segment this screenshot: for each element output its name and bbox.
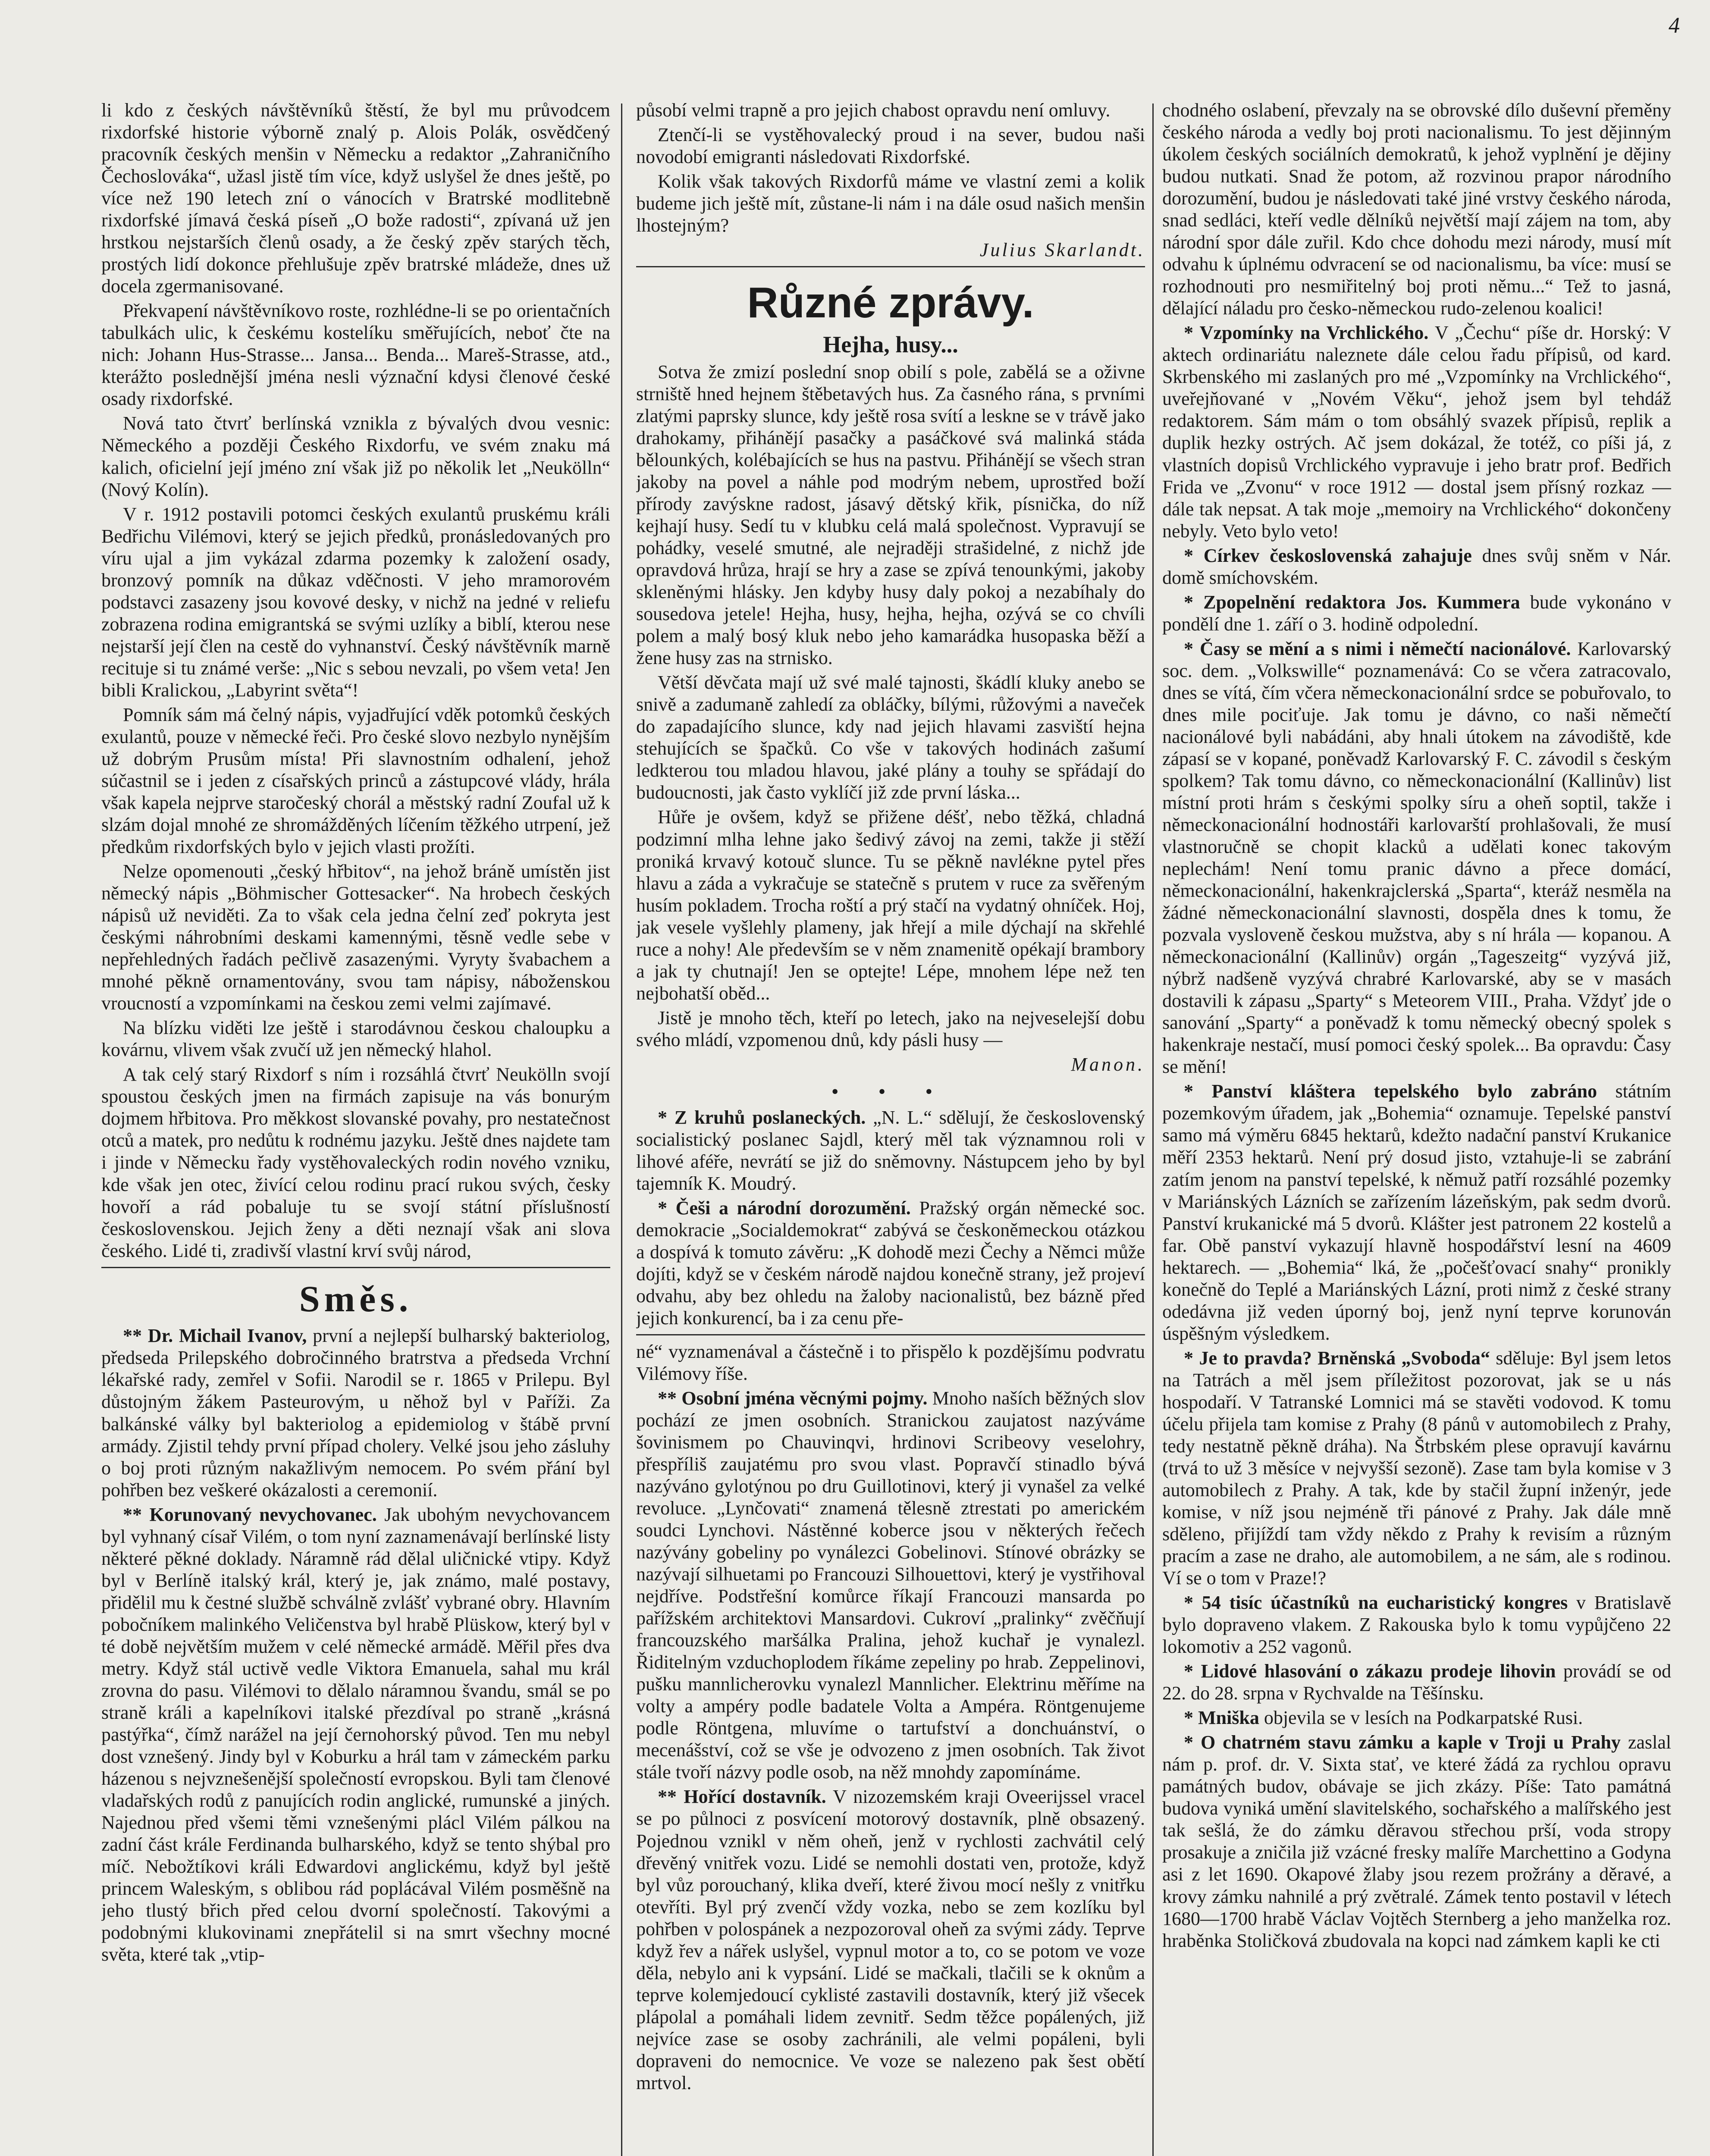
news-item: [101, 1325, 610, 1501]
news-item-body: provádí se od 22. do 28. srpna v Rychvalde na Těšínsku.: [1162, 1661, 1671, 1704]
news-item-body: Karlovarský soc. dem. „Volkswille“ poznamenává: Co se včera zatracovalo, dnes se vítá, čím včera německonacionální srdce se pobuřovalo, to dnes mile pociťuje. Jak tomu je dávno, co naši němečtí nacionálové byli nabádáni, aby hnali útokem na závodiště, kde zápasí se v kopané, poněvadž Karlovarský F. C. závodil s českým spolkem? Tak tomu dávno, co německonacionální (Kallinův) list místní proti hrám s českými spolky síru a oheň soptil, takže i německonacionální hodnostáři karlovarští prohlašovali, že musí vlastnoručně se chopit klacků a udělati konec takovým neplechám! Není tomu pranic dávno a přece domácí, německonacionální, hakenkrajclerská „Sparta“, kteráž nesměla na žádné německonacionální slavnosti, dospěla dnes k tomu, že pozvala vysloveně českou mužstva, aby s ní hrála — kopanou. A německonacionální (Kallinův) orgán „Tageszeitg“ vyzývá již, nýbrž nadšeně vyzývá chrabré Karlovarské, aby se v masách dostavili k zápasu „Sparty“ s Meteorem VIII., Praha. Vždyť jde o sanování „Sparty“ a poněvadž k tomu německý obecný spolek s hakenkraje nestačí, musí pomoci český spolek... Ba opravdu: Časy se mění!: [1162, 638, 1671, 1078]
page-number: 4: [1669, 13, 1680, 38]
news-item: [1162, 1347, 1671, 1589]
news-item: [636, 1786, 1145, 2093]
news-item-title: ** Hořící dostavník.: [658, 1786, 826, 1808]
news-item-body: V nizozemském kraji Oveerijssel vracel se po půlnoci z posvícení motorový dostavník, plně obsazený. Pojednou vznikl v něm oheň, jenž v rychlosti zachvátil celý dřevěný vnitřek vozu. Lidé se nemohli dostati ven, protože, když byl vůz porouchaný, klika dveří, které živou mocí nešly z vnitřku otevříti. Byl prý zvenčí vždy vozka, nebo se zem kozlíku byl pohřben v polospánek a nezpozoroval oheň za svými zády. Teprve když řev a nářek uslyšel, vypnul motor a to, co se potom ve voze děla, nebylo ani k vypsání. Lidé se mačkali, tlačili se k oknům a teprve kolemjedoucí cyklisté zastavili dostavník, který již všecek plápolal a pomáhali lidem zevnitř. Sedm těžce popálených, již nejvíce zase se osoby zachránili, ale velmi popáleni, byli dopraveni do nemocnice. Ve voze se nalezeno pak šest obětí mrtvol.: [636, 1786, 1145, 2093]
news-item-title: ** Dr. Michail Ivanov,: [123, 1325, 307, 1347]
news-item-title: * Lidové hlasování o zákazu prodeje lihovin: [1184, 1661, 1556, 1682]
news-item-title: * Mniška: [1184, 1707, 1259, 1729]
news-item-title: ** Korunovaný nevychovanec.: [123, 1504, 377, 1525]
news-item-body: bude vykonáno v pondělí dne 1. září o 3. hodině odpolední.: [1162, 591, 1671, 635]
news-item-title: * Češi a národní dorozumění.: [658, 1197, 911, 1219]
news-item: [1162, 1592, 1671, 1658]
news-item-title: * Je to pravda? Brněnská „Svoboda“: [1184, 1347, 1490, 1369]
news-item-body: dnes svůj sněm v Nár. domě smíchovském.: [1162, 545, 1671, 588]
news-item: [636, 1387, 1145, 1783]
article-paragraph: Ztenčí-li se vystěhovalecký proud i na sever, budou naši novodobí emigranti následovati Rixdorfské.: [636, 124, 1145, 168]
author-signature: Manon.: [1071, 1053, 1145, 1075]
news-item-body: objevila se v lesích na Podkarpatské Rusi.: [1259, 1707, 1583, 1729]
column-rule: [621, 103, 622, 2156]
article-paragraph: A tak celý starý Rixdorf s ním i rozsáhlá čtvrť Neukölln svojí spoustou českých jmen na firmách zapisuje na vás bonurým dojmem hřbitova. Pro měkkost slovanské povahy, pro nestatečnost otců a matek, pro nedůtu k rodnému jazyku. Ještě dnes najdete tam i jinde v Německu řady vystěhovaleckých rodin nového vzniku, kde však jen otec, živící celou rodinu prací rukou svých, česky hovoří a rád pobaluje tu se svojí státní příslušností československou. Jejich ženy a děti neznají však ani slova českého. Lidé ti, zradivší vlastní krví svůj národ,: [101, 1064, 610, 1261]
article-paragraph: li kdo z českých návštěvníků štěstí, že byl mu průvodcem rixdorfské historie výborně znalý p. Alois Polák, osvědčený pracovník českých menšin v Německu a redaktor „Zahraničního Čechoslováka“, užasl jistě tím více, když uslyšel že dnes ještě, po více než 190 letech zní o vánocích v Bratrské modlitebně rixdorfské jímavá česká píseň „O bože radosti“, zpívaná už jen hrstkou nejstarších členů osady, a že český zpěv starých těch, prostých lidí dokonce přehlušuje zpěv bratrské mládeže, dnes už docela zgermanisované.: [101, 100, 610, 297]
news-item: [1162, 1660, 1671, 1704]
news-item: [1162, 322, 1671, 542]
news-item-title: * 54 tisíc účastníků na eucharistický kongres: [1184, 1592, 1568, 1614]
column-right: [1162, 99, 1671, 2156]
article-paragraph: Nová tato čtvrť berlínská vznikla z bývalých dvou vesnic: Německého a později Českého Rixdorfu, ve svém znaku má kalich, oficielní její jméno zní však již po několik let „Neukölln“ (Nový Kolín).: [101, 413, 610, 500]
article-paragraph: Pomník sám má čelný nápis, vyjadřující vděk potomků českých exulantů, pouze v německé řeči. Pro české slovo nezbylo nynějším už dobrým Prusům místa! Při slavnostním odhalení, jehož súčastnil se i jeden z císařských princů a zástupcové vlády, hrála však kapela nejprve staročeský chorál a městský radní Zoufal už k slzám dojal mnohé ze shromážděných líčením těžkého utrpení, jež předkům rixdorfských bylo v jejich vlasti prožíti.: [101, 704, 610, 858]
article-paragraph: Jistě je mnoho těch, kteří po letech, jako na nejveselejší dobu svého mládí, vzpomenou dnů, kdy pásli husy —: [636, 1007, 1145, 1050]
section-title: Směs.: [299, 1278, 413, 1319]
news-item-title: * Vzpomínky na Vrchlického.: [1184, 322, 1429, 344]
column-rule: [1152, 103, 1154, 2156]
news-item-title: ** Osobní jména věcnými pojmy.: [658, 1387, 928, 1409]
news-item-body: zaslal nám p. prof. dr. V. Sixta stať, ve které žádá za rychlou opravu památných budov, obávaje se jich zkázy. Píše: Tato památná budova vyniká umění slavitelského, sochařského a malířského jest tak sešlá, že do zámku děravou střechou prší, voda stropy prosakuje a zničila již vzácné fresky malíře Marchettino a Godyna asi z let 1690. Okapové žlaby jsou rezem prožrány a děravé, a krovy zámku nahnilé a prý zvětralé. Zámek tento postavil v létech 1680—1700 hrabě Václav Vojtěch Sternberg a jeho manželka roz. hraběnka Stoličková zbudovala na kopci nad zámkem kapli ke cti: [1162, 1732, 1671, 1951]
column-middle: [636, 99, 1145, 2156]
news-item-body: první a nejlepší bulharský bakteriolog, předseda Prilepského dobročinného bratrstva a předseda Vrchní lékařské rady, zemřel v Sofii. Narodil se r. 1865 v Prilepu. Byl důstojným žákem Pasteurovým, u něhož byl v Paříži. Za balkánské války byl bakteriolog a epidemiolog v štábě první armády. Zjistil tehdy první případ cholery. Velké jsou jeho zásluhy o boj proti různým nakažlivým nemocem. Po svém přání byl pohřben bez veškeré okázalosti a ceremonií.: [101, 1325, 610, 1501]
news-item: [636, 1106, 1145, 1194]
article-subhead: Hejha, husy...: [823, 332, 958, 358]
news-item: [1162, 545, 1671, 589]
article-paragraph: Na blízku viděti lze ještě i starodávnou českou chaloupku a kovárnu, vlivem však zvučí už jen německý hlahol.: [101, 1017, 610, 1061]
article-paragraph: Kolik však takových Rixdorfů máme ve vlastní zemi a kolik budeme jich ještě mít, zůstane-li nám i na dále osud našich menšin lhostejným?: [636, 171, 1145, 236]
article-paragraph: Nelze opomenouti „český hřbitov“, na jehož bráně umístěn jist německý nápis „Böhmischer Gottesacker“. Na hrobech českých nápisů už neviděti. Za to však cela jedna čelní zeď pokryta jest českými náhrobními deskami kamennými, těsně vedle sebe v nepřehledných řadách pečlivě zasazenými. Vyryty švabachem a mnohé pěkně ornamentovány, svou tam nápisy, náboženskou vroucností a vzpomínkami na českou zemi velmi zajímavé.: [101, 861, 610, 1014]
news-item-body: Mnoho naších běžných slov pochází ze jmen osobních. Stranickou zaujatost nazýváme šovinismem po Chauvinqvi, hrdinovi Scribeovy veselohry, přespříliš zaujatému pro svou vlast. Popravčí stinadlo bývá nazýváno gylotýnou po dru Guillotinovi, který ji vynašel za velké revoluce. „Lynčovati“ znamená tělesně ztrestati po americkém soudci Lynchovi. Nástěnné koberce jsou v některých řečech nazývány gobeliny po vynálezci Gobelinovi. Stínové obrázky se nazývají silhuetami po Francouzi Silhouettovi, který je vystřihoval nejdříve. Podstřešní komůrce říkají Francouzi mansarda po pařížském architektovi Mansardovi. Cukroví „pralinky“ zvěčňují francouzského maršálka Pralina, jehož kuchař je vynalezl. Řiditelným vzduchoplodem říkáme zepeliny po hrab. Zeppelinovi, pušku mannlicherovku vynalezl Mannlicher. Elektrinu měříme na volty a ampéry podle badatele Volta a Ampéra. Röntgenujeme podle Röntgena, mluvíme o tartufství a donchuánství, o mecenášství, což se vše je odvozeno z jmen osobních. Tak život stále tvoří názvy podle osob, na něž mnohdy zapomínáme.: [636, 1387, 1145, 1783]
news-item: [1162, 591, 1671, 635]
article-paragraph: Překvapení návštěvníkovo roste, rozhlédne-li se po orientačních tabulkách ulic, k českému kostelíku směřujících, neboť čte na nich: Johann Hus-Strasse... Jansa... Benda... Mareš-Strasse, atd., kterážto poslednější jména nesli význační kdysi členové české osady rixdorfské.: [101, 300, 610, 410]
author-signature: Julius Skarlandt.: [979, 239, 1145, 261]
section-divider: [636, 266, 1145, 267]
news-item-body: V „Čechu“ píše dr. Horský: V aktech ordinariátu naleznete dále celou řadu přípisů, od kard. Skrbenského mi zaslaných pro mé „Vzpomínky na Vrchlického“, uveřejňované v „Novém Věku“, jehož jsem byl tehdáž redaktorem. Sám mám o tom obsáhlý svazek přípisů, replik a duplik hezky ostrých. Ač jsem dokázal, že totéž, co píši já, z vlastních dopisů Vrchlického vypravuje i jeho bratr prof. Bedřich Frida ve „Zvonu“ v roce 1912 — dostal jsem přísný rozkaz — dále tak nepsat. A tak moje „memoiry na Vrchlického“ dokončeny nebyly. Veto bylo veto!: [1162, 322, 1671, 542]
section-divider: [101, 1267, 610, 1268]
news-item-body: „N. L.“ sdělují, že československý socialistický poslanec Sajdl, který měl tak významnou roli v lihové aféře, nevrátí se již do sněmovny. Nástupcem jeho by byl tajemník K. Moudrý.: [636, 1106, 1145, 1194]
article-paragraph: V r. 1912 postavili potomci českých exulantů pruskému králi Bedřichu Vilémovi, který se jejich předků, pronásledovaných pro víru ujal a jim vykázal zdarma pozemky k založení osady, bronzový pomník na důkaz vděčnosti. V jeho mramorovém podstavci zasazeny jsou kovové desky, v nichž na jedné v reliefu zobrazena rodina emigrantská se svými uzlíky a biblí, kterou nese nejstarší její člen na cestě do vyhnanství. Český návštěvník marně recituje si tu známé verše: „Nic s sebou nevzali, po všem veta! Jen bibli Kralickou, „Labyrint světa“!: [101, 503, 610, 701]
news-item-body: státním pozemkovým úřadem, jak „Bohemia“ oznamuje. Tepelské panství samo má výměru 6845 hektarů, kdežto nadační panství Krukanice měří 2353 hektarů. Není prý dosud jisto, vztahuje-li se zabrání zatím jenom na panství tepelské, k němuž patří rozsáhlé pozemky v Mariánských Lázních se zařízením lázeňským, pak sedm dvorů. Panství krukanické má 5 dvorů. Klášter jest patronem 22 kostelů a far. Obě panství vykazují hlavně hospodářství lesní na 4609 hektarech. — „Bohemia“ lká, že „počešťovací snahy“ pronikly konečně do Teplé a Mariánských Lázní, proti nimž z české strany odedávna již veden úporný boj, jenž nyní teprve korunován úspěšným výsledkem.: [1162, 1081, 1671, 1344]
news-item-title: * Církev československá zahajuje: [1184, 545, 1472, 566]
news-item: [1162, 1707, 1671, 1729]
news-item-title: * Z kruhů poslaneckých.: [658, 1106, 866, 1128]
article-paragraph: né“ vyznamenával a částečně i to přispělo k pozdějšímu podvratu Vilémovy říše.: [636, 1341, 1145, 1384]
article-paragraph: Sotva že zmizí poslední snop obilí s pole, zabělá se a oživne strniště hned hejnem štěbetavých hus. Za časného rána, s prvními zlatými paprsky slunce, kdy ještě rosa svítí a leskne se v trávě jako drahokamy, přihánějí pasačky a pasáčkové svá malinká stáda bělounkých, kolébajících se hus na pastvu. Přihánějí se všech stran jakoby na povel a náhle pod modrým nebem, uprostřed boží přírody zavýskne radost, jásavý dětský křik, písnička, do níž kejhají husy. Sedí tu v klubku celá malá společnost. Vypravují se pohádky, veselé smutné, ale nejraději strašidelné, z nichž jde opravdová hrůza, hrají se hry a zase se zpívá tenounkými, jakoby skleněnými hlásky. Jen kdyby husy daly pokoj a nezabíhaly do sousedova jetele! Hejha, husy, hejha, hejha, ozývá se co chvíli polem a malý bosý kluk nebo jeho kamarádka husopaska běží a žene husy zas na strnisko.: [636, 361, 1145, 669]
news-item: [636, 1197, 1145, 1329]
news-item-title: * Časy se mění a s nimi i němečtí nacionálové.: [1184, 638, 1571, 659]
news-item-body: sděluje: Byl jsem letos na Tatrách a měl jsem příležitost pozorovat, jak se u nás hospodaří. V Tatranské Lomnici má se stavěti vodovod. K tomu účelu přijela tam komise z Prahy (8 pánů v automobilech z Prahy, tedy nestatně pěkně dráha). Na Štrbském plese opravují kavárnu (trvá to už 3 měsíce v nejvyšší sezoně). Zase tam byla komise v 3 automobilech z Prahy. A tak, kde by stačil župní inženýr, jede komise, v níž jsou nejméně tři pánové z Prahy. Jak dále mně sděleno, přijíždí tam vždy někdo z Prahy k revisím a různým pracím a zase ne draho, ale automobilem, a ne sám, ale s rodinou. Ví se o tom v Praze!?: [1162, 1347, 1671, 1589]
news-item-title: * Zpopelnění redaktora Jos. Kummera: [1184, 591, 1520, 613]
article-paragraph: Větší děvčata mají už své malé tajnosti, škádlí kluky anebo se snivě a zadumaně zahledí za obláčky, bílými, růžovými a naveček do zapadajícího slunce, kdy nad jejich hlavami zasviští hejna stehujících se špačků. Co vše v takových hodinách zašumí ledkterou tou mladou hlavou, jaké plány a touhy se spřádají do budoucnosti, jak často vyklíčí již zde první láska...: [636, 672, 1145, 803]
news-item-title: * Panství kláštera tepelského bylo zabráno: [1184, 1081, 1597, 1102]
news-item-body: Pražský orgán německé soc. demokracie „Socialdemokrat“ zabývá se českoněmeckou otázkou a dospívá k tomuto závěru: „K dohodě mezi Čechy a Němci může dojíti, když se v českém národě najdou konečně strany, jež projeví odvahu, aby bez ohledu na žaloby nacionalistů, bez bázně před jejich konkurencí, ba i za cenu pře-: [636, 1197, 1145, 1329]
section-divider: [636, 1334, 1145, 1335]
news-item-body: Jak ubohým nevychovancem byl vyhnaný císař Vilém, o tom nyní zaznamenávají berlínské listy některé pěkné doklady. Náramně rád dělal uličnické vtipy. Když byl v Berlíně italský král, který je, jak známo, malé postavy, přidělil mu k čestné službě schválně zvlášť vybrané obry. Hlavním pobočníkem malinkého Veličenstva byl hrabě Plüskow, který byl v té době největším mužem v celé německé armádě. Měřil přes dva metry. Když stál uctivě vedle Viktora Emanuela, sahal mu král zrovna do pasu. Vilémovi to dělalo náramnou švandu, smál se po straně králi a kapelníkovi italské přezdíval po straně „krásná pastýřka“, čímž narážel na její černohorský původ. Ten mu nebyl dost vznešený. Jindy byl v Koburku a hrál tam v zámeckém parku házenou s nejvznešenější společností evropskou. Byli tam členové vladařských rodů z panujících rodin anglické, rumunské a jiných. Najednou před všemi těmi vznešenými plácl Vilém pálkou na zadní část krále Ferdinanda bulharského, když se tento shýbal pro míč. Nebožtíkovi králi Edwardovi anglickému, když byl ještě princem Waleským, s oblibou rád poplácával Vilém posměšně na jeho tlustý břich před celou dvorní společností. Takovými a podobnými klukovinami znepřátelil si na smrt všechny mocné světa, které tak „vtip-: [101, 1504, 610, 1965]
news-item-title: * O chatrném stavu zámku a kaple v Troji u Prahy: [1184, 1732, 1621, 1753]
article-paragraph: chodného oslabení, převzaly na se obrovské dílo duševní přeměny českého národa a vedly boj proti nacionalismu. To jest dějinným úkolem českých sociálních demokratů, k jehož vyplnění je dějiny budou nutkati. Snad že potom, až rozvinou prapor národního dorozumění, budou je následovati také jiné vrstvy českého národa, snad sedláci, kteří vedle dělníků největší mají zájem na tom, aby národní spor dále zuřil. Kdo chce dohodu mezi národy, musí mít odvahu k úplnému odvracení se od nacionalismu, ba více: musí se rozhodnouti pro nesmiřitelný boj proti němu...“ Tež to jasná, dělající náladu pro česko-německou rudo-zelenou koalici!: [1162, 100, 1671, 319]
separator-dots: • • •: [831, 1080, 950, 1103]
news-item: [1162, 1080, 1671, 1344]
article-paragraph: Hůře je ovšem, když se přižene déšť, nebo těžká, chladná podzimní mlha lehne jako šedivý závoj na zemi, takže ji stěží proniká krvavý kotouč slunce. Tu se pěkně navlékne pytel přes hlavu a záda a vykračuje se statečně s prutem v ruce za svěřeným husím pokladem. Trocha roští a prý stačí na vydatný ohníček. Hoj, jak vesele vyšlehly plameny, jak hřejí a mile dýchají na skřehlé ruce a nohy! Ale především se v něm znamenitě opékají brambory a jak ty chutnají! Jen se optejte! Lépe, mnohem lépe než ten nejbohatší oběd...: [636, 806, 1145, 1004]
news-item-body: v Bratislavě bylo dopraveno vlakem. Z Rakouska bylo k tomu vypůjčeno 22 lokomotiv a 252 vagonů.: [1162, 1592, 1671, 1658]
news-item: [1162, 1731, 1671, 1951]
article-paragraph: působí velmi trapně a pro jejich chabost opravdu není omluvy.: [636, 100, 1111, 121]
news-item: [1162, 638, 1671, 1078]
section-headline: Různé zprávy.: [747, 279, 1034, 327]
news-item: [101, 1504, 610, 1966]
column-left: [101, 99, 610, 2156]
